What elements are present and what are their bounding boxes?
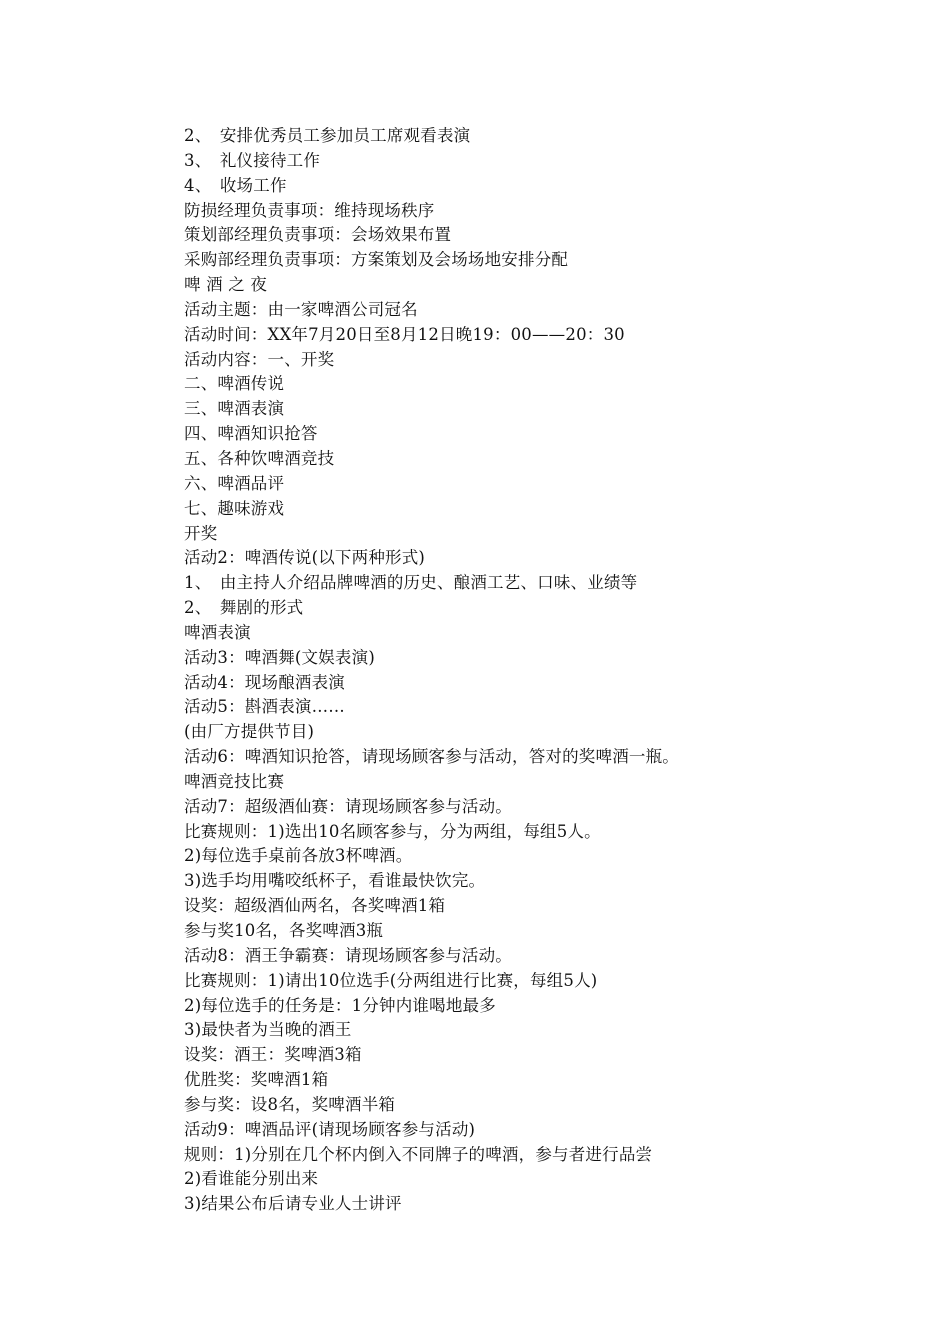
text-line: 设奖：超级酒仙两名，各奖啤酒1箱	[184, 896, 446, 916]
text-line: 参与奖：设8名，奖啤酒半箱	[184, 1094, 396, 1114]
text-line: 比赛规则：1)请出10位选手(分两组进行比赛，每组5人)	[184, 970, 598, 990]
text-line: 采购部经理负责事项：方案策划及会场场地安排分配	[184, 250, 569, 270]
text-line: 活动时间：XX年7月20日至8月12日晚19：00——20：30	[184, 324, 625, 344]
text-line: 活动6：啤酒知识抢答，请现场顾客参与活动，答对的奖啤酒一瓶。	[184, 747, 679, 767]
text-line: 比赛规则：1)选出10名顾客参与，分为两组，每组5人。	[184, 821, 601, 841]
text-line: 活动主题：由一家啤酒公司冠名	[184, 299, 418, 319]
text-line: 3、 礼仪接待工作	[184, 150, 321, 170]
text-line: 活动7：超级酒仙赛：请现场顾客参与活动。	[184, 796, 512, 816]
text-line: 二、啤酒传说	[184, 374, 285, 394]
text-line: 活动2：啤酒传说(以下两种形式)	[184, 548, 426, 568]
text-line: 优胜奖：奖啤酒1箱	[184, 1070, 329, 1090]
text-line: 三、啤酒表演	[184, 399, 285, 419]
text-line: (由厂方提供节目)	[184, 722, 315, 742]
text-line: 1、 由主持人介绍品牌啤酒的历史、酿酒工艺、口味、业绩等	[184, 573, 638, 593]
text-line: 2、 舞剧的形式	[184, 598, 304, 618]
section-heading: 啤酒表演	[184, 622, 251, 642]
text-line: 2、 安排优秀员工参加员工席观看表演	[184, 126, 471, 145]
document-body	[184, 124, 884, 1217]
text-line: 规则：1)分别在几个杯内倒入不同牌子的啤酒，参与者进行品尝	[184, 1144, 653, 1164]
text-line: 2)每位选手的任务是：1分钟内谁喝地最多	[184, 995, 496, 1015]
text-line: 活动5：斟酒表演……	[184, 697, 345, 717]
text-line: 活动8：酒王争霸赛：请现场顾客参与活动。	[184, 945, 512, 965]
text-line: 活动9：啤酒品评(请现场顾客参与活动)	[184, 1119, 476, 1139]
text-line: 3)结果公布后请专业人士讲评	[184, 1194, 402, 1214]
section-heading: 开奖	[184, 523, 218, 543]
text-line: 3)选手均用嘴咬纸杯子，看谁最快饮完。	[184, 871, 486, 891]
text-line: 防损经理负责事项：维持现场秩序	[184, 200, 435, 220]
section-heading: 啤 酒 之 夜	[184, 275, 268, 295]
text-line: 4、 收场工作	[184, 175, 287, 195]
text-line: 活动3：啤酒舞(文娱表演)	[184, 647, 375, 667]
text-line: 四、啤酒知识抢答	[184, 424, 318, 444]
text-line: 2)看谁能分别出来	[184, 1169, 319, 1189]
text-line: 活动内容：一、开奖	[184, 349, 335, 369]
text-line: 活动4：现场酿酒表演	[184, 672, 345, 692]
text-line: 参与奖10名，各奖啤酒3瓶	[184, 921, 384, 940]
text-line: 六、啤酒品评	[184, 473, 285, 493]
text-line: 设奖：酒王：奖啤酒3箱	[184, 1045, 362, 1065]
section-heading: 啤酒竞技比赛	[184, 771, 285, 791]
text-line: 策划部经理负责事项：会场效果布置	[184, 225, 452, 245]
text-line: 七、趣味游戏	[184, 498, 285, 518]
text-line: 3)最快者为当晚的酒王	[184, 1020, 352, 1040]
text-line: 五、各种饮啤酒竞技	[184, 448, 335, 468]
text-line: 2)每位选手桌前各放3杯啤酒。	[184, 846, 413, 866]
